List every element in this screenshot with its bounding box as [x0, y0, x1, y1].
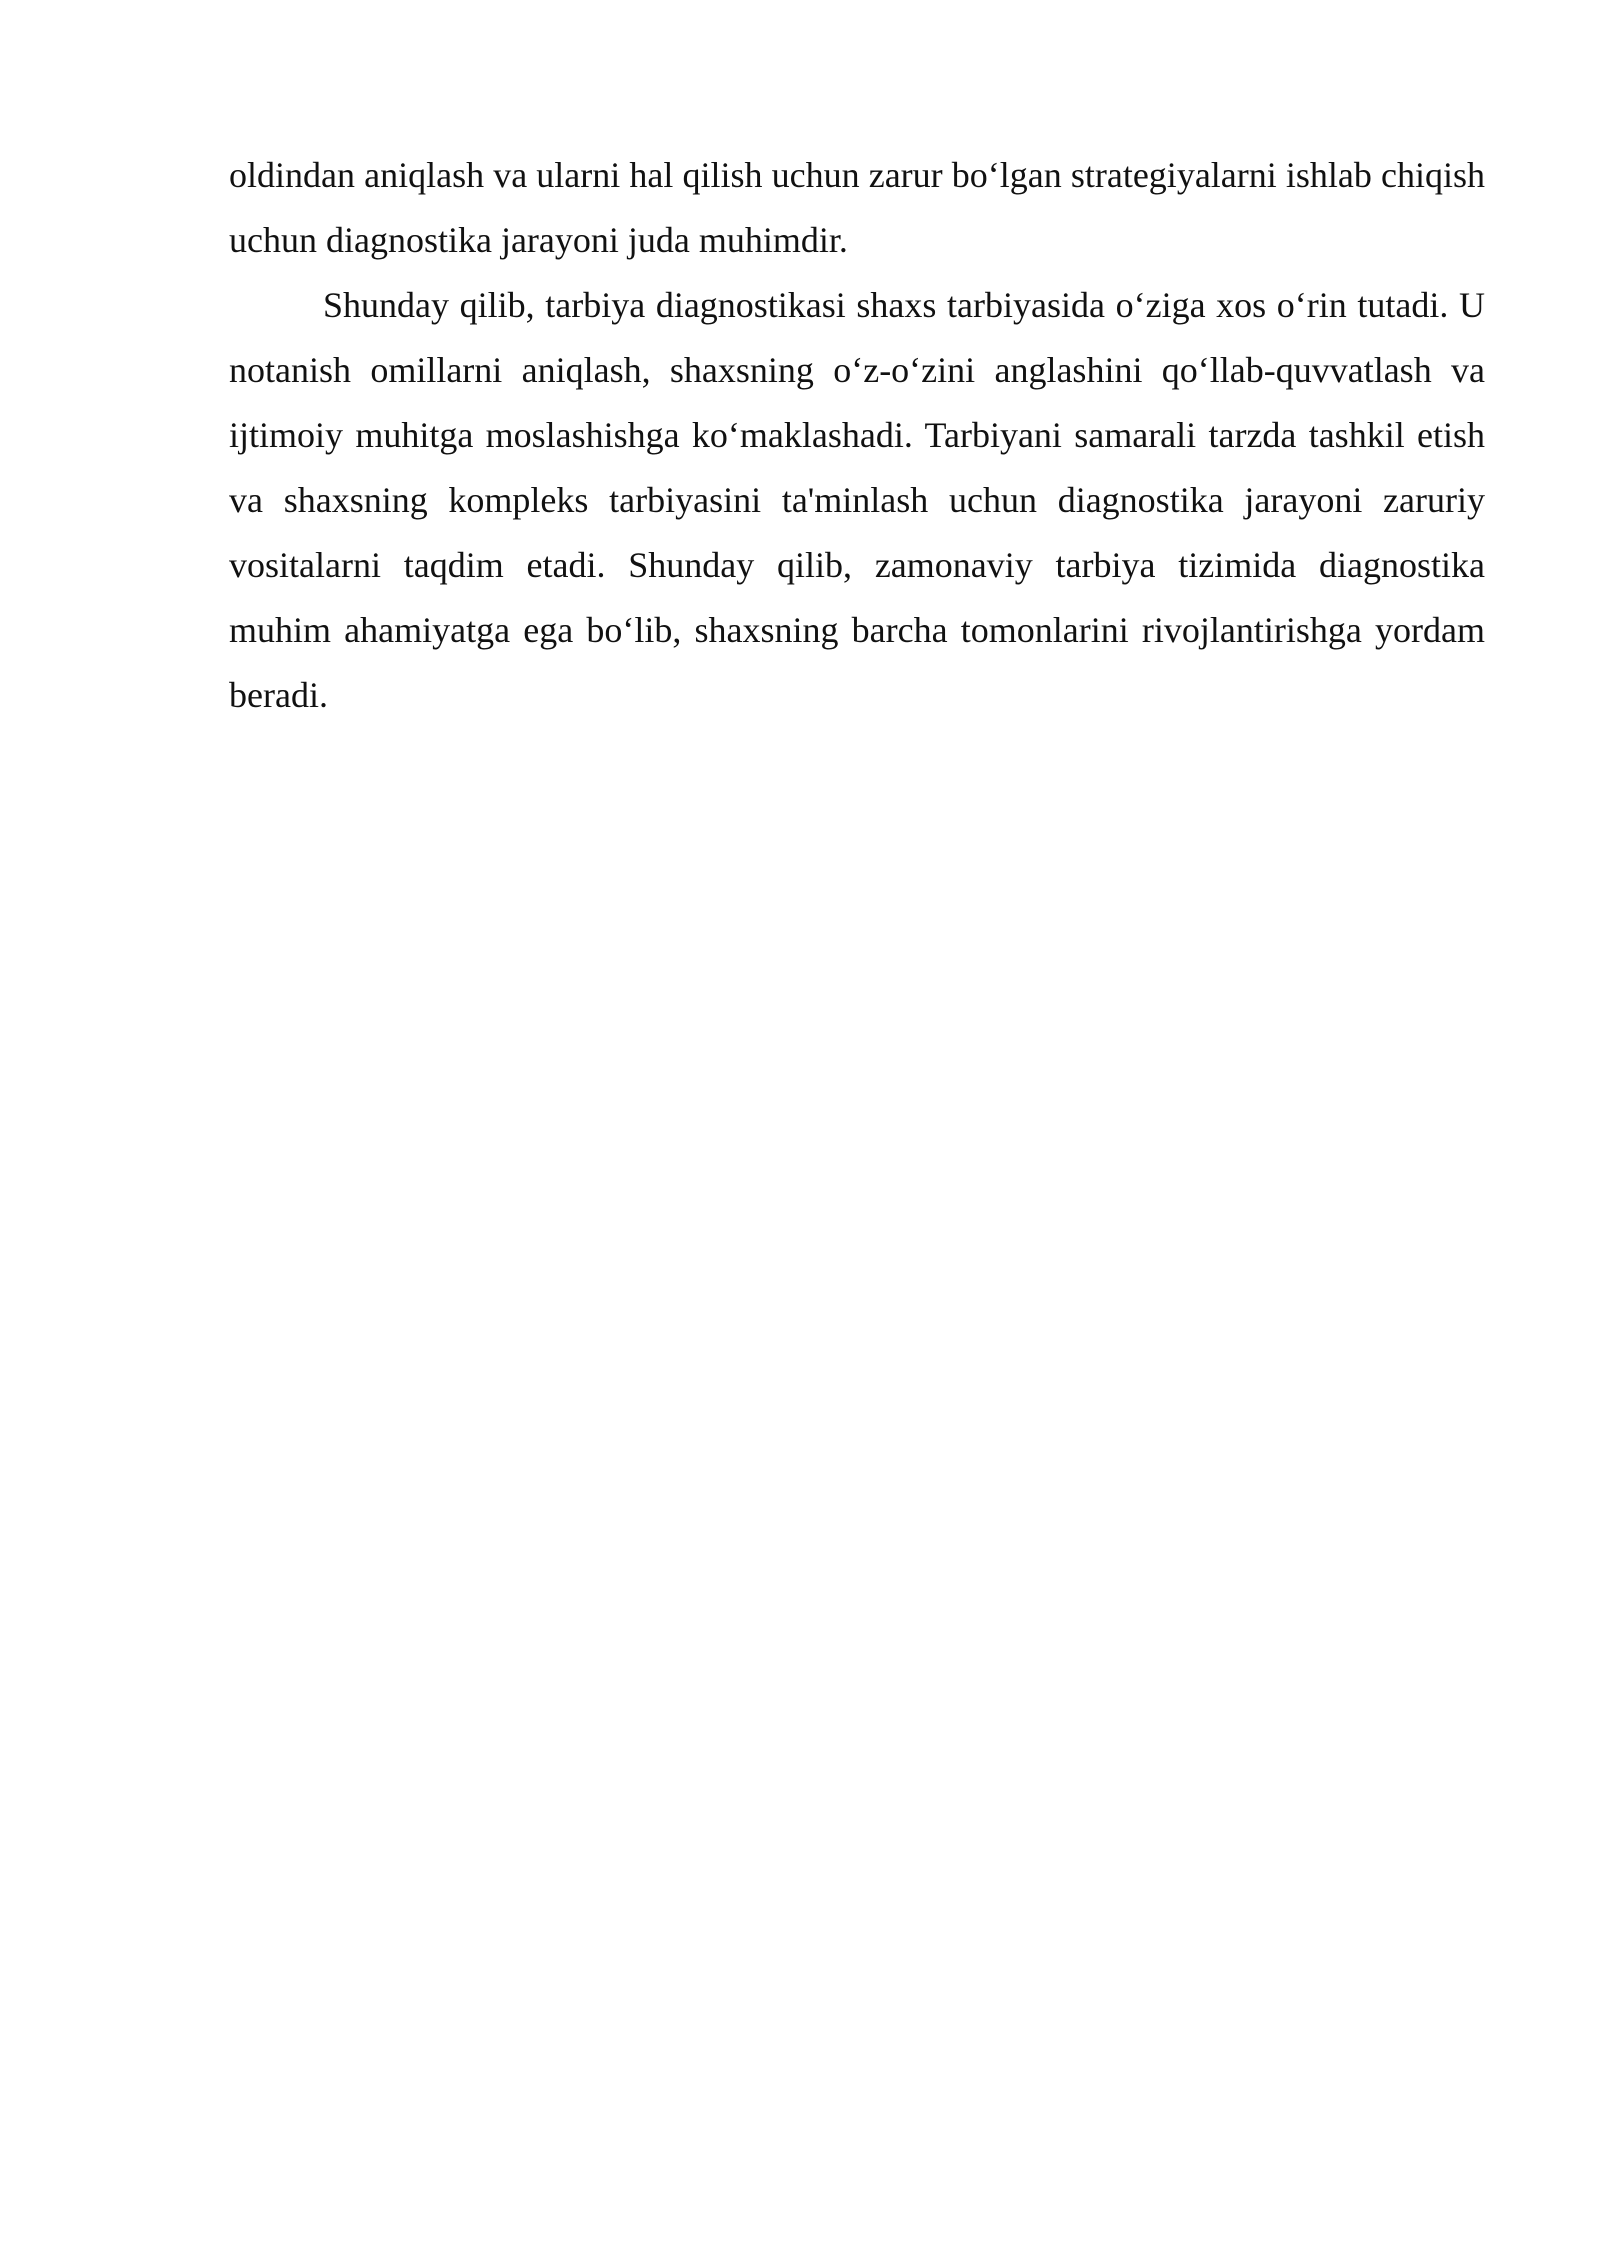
body-text — [229, 143, 1485, 728]
paragraph-continuation: oldindan aniqlash va ularni hal qilish uchun zarur bo‘lgan strategiyalarni ishlab chiqish uchun diagnostika jarayoni juda muhimdir. — [229, 155, 1485, 260]
paragraph-conclusion: Shunday qilib, tarbiya diagnostikasi shaxs tarbiyasida o‘ziga xos o‘rin tutadi. U notanish omillarni aniqlash, shaxsning o‘z-o‘zini anglashini qo‘llab-quvvatlash va ijtimoiy muhitga moslashishga ko‘maklashadi. Tarbiyani samarali tarzda tashkil etish va shaxsning kompleks tarbiyasini ta'minlash uchun diagnostika jarayoni zaruriy vositalarni taqdim etadi. Shunday qilib, zamonaviy tarbiya tizimida diagnostika muhim ahamiyatga ega bo‘lib, shaxsning barcha tomonlarini rivojlantirishga yordam beradi. — [229, 285, 1485, 715]
